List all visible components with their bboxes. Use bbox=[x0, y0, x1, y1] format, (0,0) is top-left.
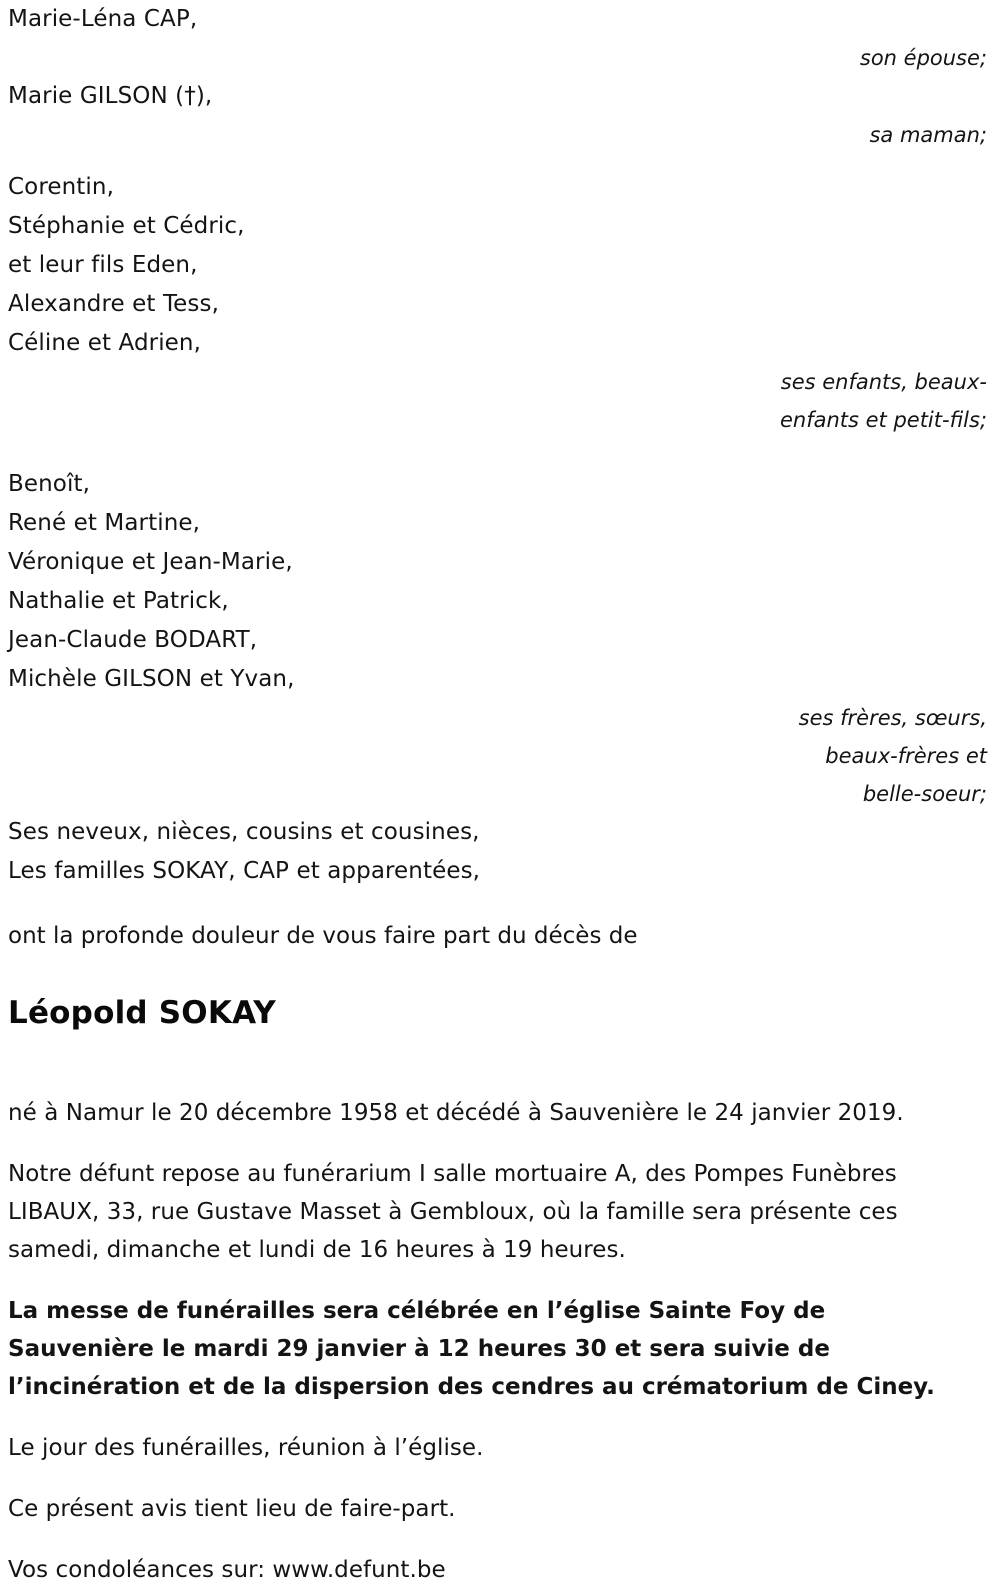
relative-names bbox=[8, 0, 992, 39]
relative-name: Véronique et Jean-Marie, bbox=[8, 549, 293, 575]
qualifier-line: son épouse; bbox=[859, 46, 987, 70]
notice-paragraph: Ce présent avis tient lieu de faire-part. bbox=[8, 1496, 456, 1522]
relatives-group-children bbox=[8, 168, 992, 439]
spacer bbox=[8, 1033, 992, 1071]
relative-name: Alexandre et Tess, bbox=[8, 291, 220, 317]
repose-paragraph: Notre défunt repose au funérarium I salle mortuaire A, des Pompes Funèbres LIBAUX, 33, rue Gustave Masset à Gembloux, où la famille sera présente ces samedi, dimanche et lundi de 16 heures à 19 heures. bbox=[8, 1161, 898, 1263]
relatives-qualifier bbox=[8, 699, 992, 813]
relatives-group-mother bbox=[8, 77, 992, 154]
qualifier-line: ses frères, sœurs, bbox=[798, 706, 987, 730]
spacer bbox=[8, 439, 992, 465]
relative-names bbox=[8, 465, 992, 699]
relative-names bbox=[8, 168, 992, 363]
qualifier-line: sa maman; bbox=[869, 123, 987, 147]
relative-name: Jean-Claude BODART, bbox=[8, 627, 258, 653]
relatives-qualifier bbox=[8, 39, 992, 77]
relative-name: Céline et Adrien, bbox=[8, 330, 202, 356]
other-relatives bbox=[8, 813, 992, 891]
other-relatives-line: Ses neveux, nièces, cousins et cousines, bbox=[8, 819, 480, 845]
relative-name: Benoît, bbox=[8, 471, 90, 497]
spacer bbox=[8, 154, 992, 168]
qualifier-line: ses enfants, beaux- bbox=[780, 370, 987, 394]
announcement-intro: ont la profonde douleur de vous faire part du décès de bbox=[8, 923, 638, 949]
relatives-group-siblings bbox=[8, 465, 992, 813]
relative-name: Corentin, bbox=[8, 174, 115, 200]
qualifier-line: enfants et petit-fils; bbox=[779, 408, 987, 432]
reunion-paragraph: Le jour des funérailles, réunion à l’église. bbox=[8, 1435, 484, 1461]
relative-name: Nathalie et Patrick, bbox=[8, 588, 229, 614]
relative-names bbox=[8, 77, 992, 116]
relative-name: et leur fils Eden, bbox=[8, 252, 198, 278]
ceremony-paragraph: La messe de funérailles sera célébrée en l’église Sainte Foy de Sauvenière le mardi 29 janvier à 12 heures 30 et sera suivie de l’incinération et de la dispersion des cendres au crématorium de Ciney. bbox=[8, 1298, 935, 1400]
condolences-paragraph: Vos condoléances sur: www.defunt.be bbox=[8, 1557, 446, 1583]
relatives-qualifier bbox=[8, 363, 992, 439]
deceased-name: Léopold SOKAY bbox=[8, 995, 276, 1031]
birth-death-paragraph: né à Namur le 20 décembre 1958 et décédé à Sauvenière le 24 janvier 2019. bbox=[8, 1100, 904, 1126]
qualifier-line: belle-soeur; bbox=[862, 782, 987, 806]
qualifier-line: beaux-frères et bbox=[825, 744, 987, 768]
spacer bbox=[8, 955, 992, 993]
relative-name: Stéphanie et Cédric, bbox=[8, 213, 245, 239]
relative-name: Michèle GILSON et Yvan, bbox=[8, 666, 295, 692]
relative-name: Marie GILSON (†), bbox=[8, 83, 213, 109]
relatives-group-spouse bbox=[8, 0, 992, 77]
relative-name: René et Martine, bbox=[8, 510, 201, 536]
spacer bbox=[8, 891, 992, 917]
other-relatives-line: Les familles SOKAY, CAP et apparentées, bbox=[8, 858, 481, 884]
relatives-qualifier bbox=[8, 116, 992, 154]
relative-name: Marie-Léna CAP, bbox=[8, 6, 198, 32]
